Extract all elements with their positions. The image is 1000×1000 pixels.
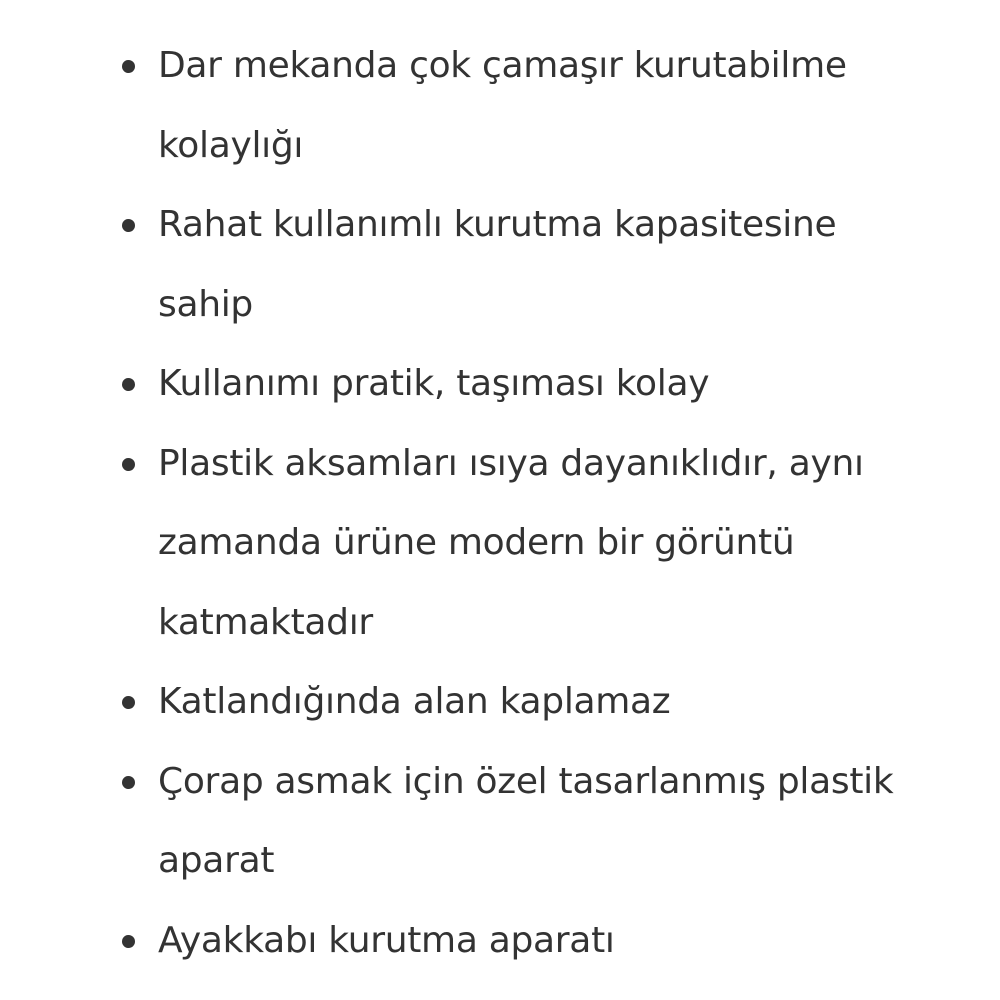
- feature-list: [158, 26, 918, 980]
- list-item: [158, 742, 918, 901]
- list-item-text: Rahat kullanımlı kurutma kapasitesine sahip: [158, 204, 837, 325]
- list-item: [158, 185, 918, 344]
- list-item: [158, 26, 918, 185]
- list-item-text: Plastik aksamları ısıya dayanıklıdır, aynı zamanda ürüne modern bir görüntü katmaktadır: [158, 442, 864, 643]
- list-item-text: Kullanımı pratik, taşıması kolay: [158, 363, 710, 404]
- bullet-icon: [122, 935, 135, 948]
- list-item: [158, 424, 918, 663]
- bullet-icon: [122, 378, 135, 391]
- bullet-icon: [122, 776, 135, 789]
- bullet-icon: [122, 458, 135, 471]
- bullet-icon: [122, 219, 135, 232]
- bullet-icon: [122, 60, 135, 73]
- list-item-text: Dar mekanda çok çamaşır kurutabilme kolaylığı: [158, 45, 847, 166]
- list-item-text: Ayakkabı kurutma aparatı: [158, 919, 615, 961]
- list-item: [158, 662, 918, 742]
- bullet-icon: [122, 696, 135, 709]
- list-item-text: Katlandığında alan kaplamaz: [158, 681, 671, 722]
- list-item: [158, 344, 918, 424]
- list-item-text: Çorap asmak için özel tasarlanmış plastik aparat: [158, 760, 894, 881]
- list-item: [158, 901, 918, 981]
